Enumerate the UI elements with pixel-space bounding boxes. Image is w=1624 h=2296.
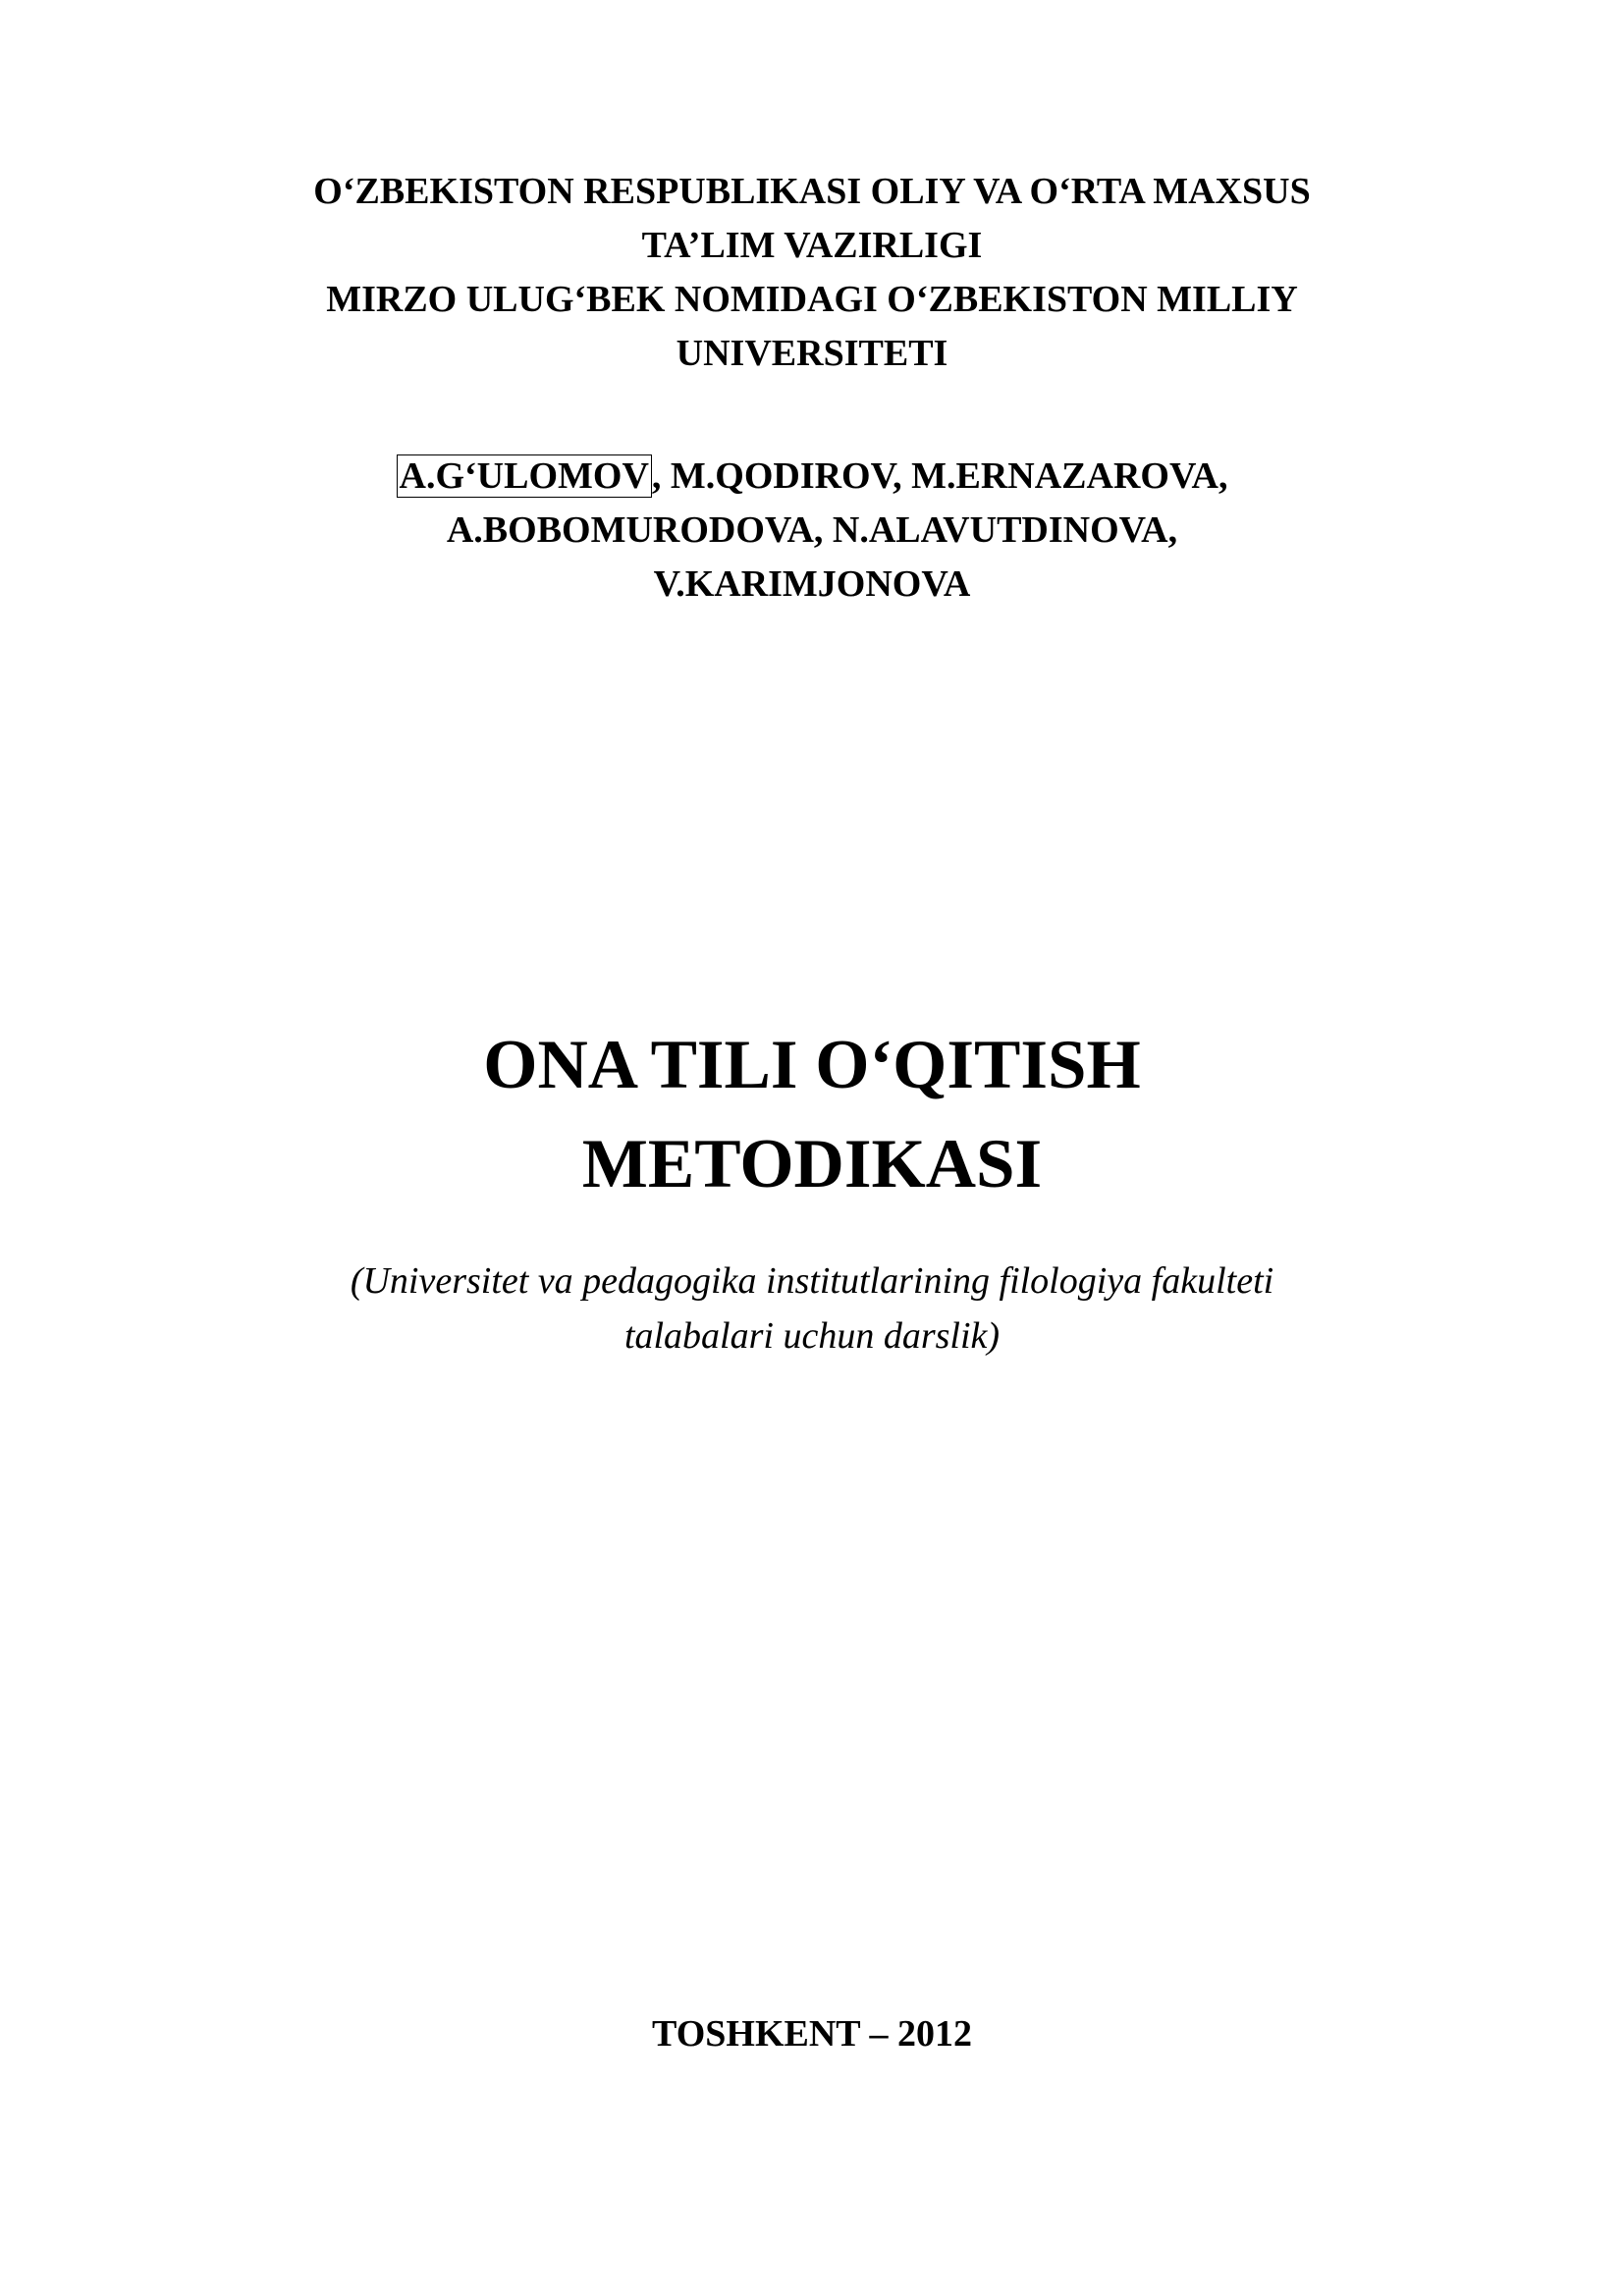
- ministry-header: [0, 165, 1624, 381]
- first-author: A.G‘ULOMOV: [397, 454, 652, 498]
- ministry-line: O‘ZBEKISTON RESPUBLIKASI OLIY VA O‘RTA MAXSUS: [313, 171, 1311, 212]
- subtitle-line: (Universitet va pedagogika institutlarining filologiya fakulteti: [350, 1260, 1274, 1302]
- title-line: ONA TILI O‘QITISH: [483, 1027, 1141, 1103]
- subtitle-line: talabalari uchun darslik): [623, 1315, 1001, 1357]
- authors-line: V.KARIMJONOVA: [653, 563, 971, 605]
- authors-line: [0, 450, 1624, 504]
- title-line: METODIKASI: [581, 1126, 1043, 1202]
- authors-line: A.BOBOMURODOVA, N.ALAVUTDINOVA,: [446, 509, 1178, 551]
- co-authors: , M.QODIROV, M.ERNAZAROVA,: [651, 455, 1228, 497]
- authors-list: [0, 450, 1624, 612]
- ministry-line: UNIVERSITETI: [676, 333, 948, 374]
- book-subtitle: [0, 1254, 1624, 1363]
- ministry-line: TA’LIM VAZIRLIGI: [641, 225, 983, 266]
- book-title: [0, 1016, 1624, 1214]
- city-year: TOSHKENT – 2012: [652, 2013, 972, 2055]
- ministry-line: MIRZO ULUG‘BEK NOMIDAGI O‘ZBEKISTON MILLIY: [326, 279, 1298, 320]
